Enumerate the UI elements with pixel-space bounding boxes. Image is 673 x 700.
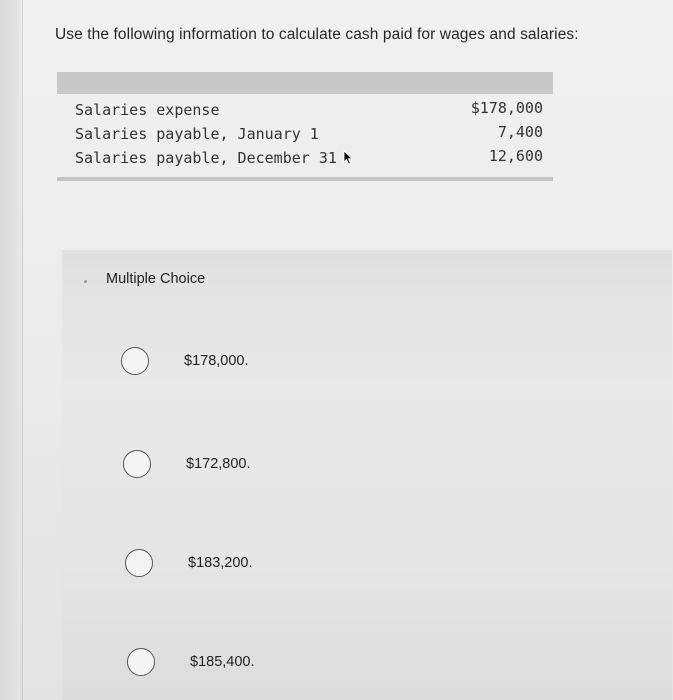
table-header-bar — [57, 72, 553, 94]
radio-button-icon[interactable] — [125, 549, 153, 577]
data-table — [75, 99, 545, 171]
answer-option-text[interactable]: $185,400. — [190, 654, 255, 670]
row-value-salaries-expense: $178,000 — [470, 99, 543, 117]
answer-option-3[interactable] — [125, 549, 425, 583]
answer-option-4[interactable] — [127, 648, 427, 682]
bullet-dot-icon — [84, 280, 87, 283]
radio-button-icon[interactable] — [127, 648, 155, 676]
multiple-choice-label: Multiple Choice — [106, 271, 206, 287]
table-row — [75, 147, 545, 171]
mouse-pointer-icon — [343, 150, 354, 169]
answer-option-text[interactable]: $178,000. — [184, 353, 249, 369]
answer-option-text[interactable]: $172,800. — [186, 456, 251, 472]
screen-left-edge — [0, 0, 20, 700]
row-value-payable-jan: 7,400 — [497, 123, 543, 141]
answer-option-text[interactable]: $183,200. — [188, 555, 253, 571]
radio-button-icon[interactable] — [121, 347, 149, 375]
table-footer-bar — [57, 177, 553, 181]
row-value-payable-dec: 12,600 — [488, 147, 543, 165]
table-row — [75, 99, 545, 123]
table-row — [75, 123, 545, 147]
row-label-payable-dec — [75, 149, 354, 169]
answer-option-2[interactable] — [123, 450, 423, 484]
row-label-salaries-expense: Salaries expense — [75, 101, 220, 119]
answer-option-1[interactable] — [121, 347, 421, 381]
row-label-payable-jan: Salaries payable, January 1 — [75, 125, 319, 143]
radio-button-icon[interactable] — [123, 450, 151, 478]
row-label-payable-dec-text: Salaries payable, December 31 — [75, 149, 337, 167]
question-text: Use the following information to calculate cash paid for wages and salaries: — [55, 26, 579, 43]
